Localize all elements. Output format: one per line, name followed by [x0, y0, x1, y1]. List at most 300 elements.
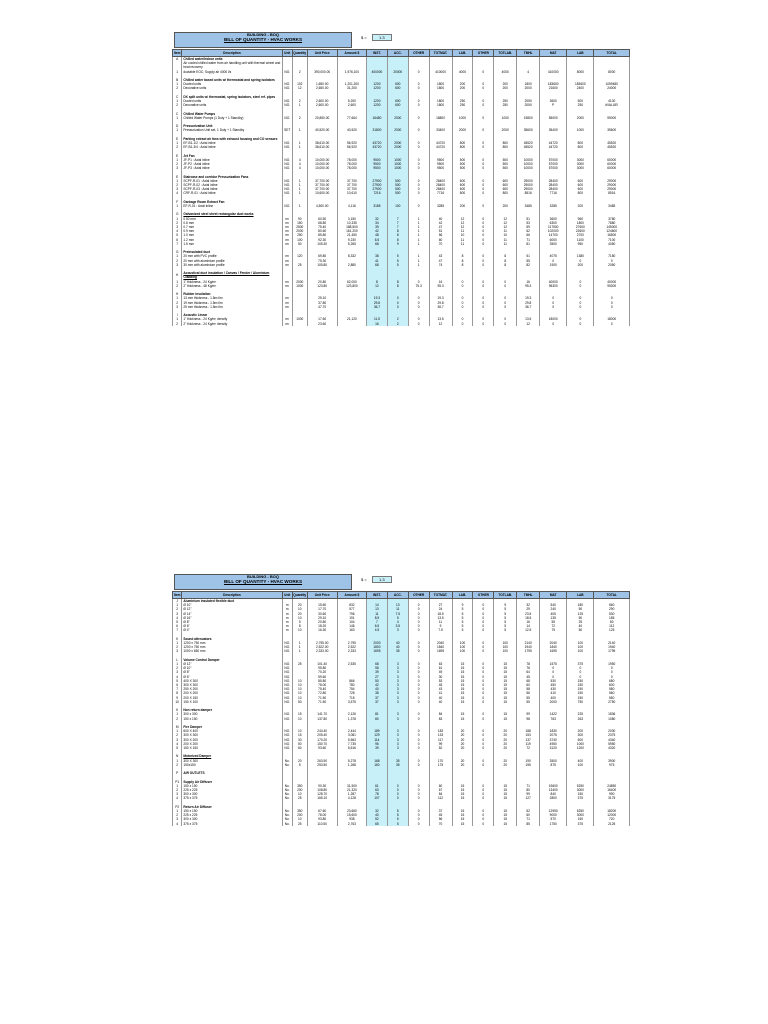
- material-cell[interactable]: 1750: [540, 822, 567, 826]
- labour-value-cell[interactable]: 200: [567, 729, 594, 733]
- unit-cell[interactable]: No.: [282, 784, 292, 788]
- unit-price-cell[interactable]: 165.10: [307, 796, 337, 800]
- quantity-cell[interactable]: 20: [292, 759, 307, 763]
- other-lab-cell[interactable]: 0: [473, 233, 494, 237]
- item-no-cell[interactable]: P: [173, 771, 182, 775]
- total-material-cell[interactable]: 1800: [429, 86, 452, 90]
- unit-cell[interactable]: m²: [282, 317, 292, 321]
- quantity-cell[interactable]: 4: [292, 166, 307, 170]
- total-labour-cell[interactable]: 500: [494, 162, 517, 166]
- total-labour-cell[interactable]: 15: [494, 712, 517, 716]
- labour-value-cell[interactable]: 375: [567, 822, 594, 826]
- unit-price-cell[interactable]: 205.40: [307, 733, 337, 737]
- inst-cell[interactable]: 27900: [367, 179, 388, 183]
- acc-cell[interactable]: 3: [387, 738, 408, 742]
- amount-cell[interactable]: [337, 61, 366, 69]
- amount-cell[interactable]: 56,920: [337, 141, 366, 145]
- labour-value-cell[interactable]: 5250: [567, 784, 594, 788]
- description-cell[interactable]: 20 mm with aluminium profile: [182, 259, 282, 263]
- inst-cell[interactable]: 42: [367, 683, 388, 687]
- amount-cell[interactable]: 4,116: [337, 204, 366, 208]
- acc-cell[interactable]: 1000: [387, 162, 408, 166]
- unit-cell[interactable]: NO.: [282, 179, 292, 183]
- inst-cell[interactable]: 39: [367, 670, 388, 674]
- total-labour-cell[interactable]: [494, 61, 517, 69]
- other-mat-cell[interactable]: 0: [408, 99, 429, 103]
- unit-price-cell[interactable]: [307, 271, 337, 279]
- quantity-cell[interactable]: 2500: [292, 225, 307, 229]
- other-lab-cell[interactable]: 0: [473, 616, 494, 620]
- amount-cell[interactable]: 161,200: [337, 229, 366, 233]
- other-lab-cell[interactable]: 0: [473, 607, 494, 611]
- material-cell[interactable]: 0: [540, 670, 567, 674]
- other-mat-cell[interactable]: [408, 271, 429, 279]
- total-cell[interactable]: 1795: [594, 649, 630, 653]
- total-cell[interactable]: 4320: [594, 746, 630, 750]
- total-material-cell[interactable]: 112: [429, 796, 452, 800]
- unit-price-cell[interactable]: 4,500.00: [307, 204, 337, 208]
- other-mat-cell[interactable]: 0: [408, 700, 429, 704]
- material-cell[interactable]: 57000: [540, 162, 567, 166]
- item-no-cell[interactable]: 1: [173, 296, 182, 300]
- unit-cell[interactable]: NO.: [282, 641, 292, 645]
- tmhl-cell[interactable]: 188: [517, 729, 540, 733]
- inst-cell[interactable]: 65: [367, 822, 388, 826]
- inst-cell[interactable]: 39: [367, 225, 388, 229]
- inst-cell[interactable]: 11: [367, 612, 388, 616]
- other-lab-cell[interactable]: 0: [473, 712, 494, 716]
- inst-cell[interactable]: 13: [367, 607, 388, 611]
- labour-value-cell[interactable]: 1000: [567, 742, 594, 746]
- item-no-cell[interactable]: E: [173, 154, 182, 158]
- quantity-cell[interactable]: 25: [292, 662, 307, 666]
- item-no-cell[interactable]: L: [173, 658, 182, 662]
- labour-value-cell[interactable]: 375: [567, 796, 594, 800]
- quantity-cell[interactable]: 200: [292, 788, 307, 792]
- inst-cell[interactable]: 7216: [367, 191, 388, 195]
- other-mat-cell[interactable]: 0: [408, 691, 429, 695]
- total-material-cell[interactable]: 70: [429, 242, 452, 246]
- total-material-cell[interactable]: 49: [429, 670, 452, 674]
- other-lab-cell[interactable]: 0: [473, 742, 494, 746]
- tmhl-cell[interactable]: 55: [517, 259, 540, 263]
- other-lab-cell[interactable]: [473, 271, 494, 279]
- amount-cell[interactable]: 3,081: [337, 733, 366, 737]
- unit-cell[interactable]: m²: [282, 229, 292, 233]
- tmhl-cell[interactable]: 76: [517, 666, 540, 670]
- other-mat-cell[interactable]: 1: [408, 221, 429, 225]
- total-cell[interactable]: 145000: [594, 225, 630, 229]
- other-mat-cell[interactable]: 0: [408, 280, 429, 284]
- total-labour-cell[interactable]: 15: [494, 700, 517, 704]
- description-cell[interactable]: Chilled Water Pumps: [182, 112, 282, 116]
- labour-value-cell[interactable]: 150: [567, 792, 594, 796]
- inst-cell[interactable]: 48: [367, 233, 388, 237]
- quantity-cell[interactable]: 2: [292, 116, 307, 120]
- inst-cell[interactable]: 63: [367, 788, 388, 792]
- tmhl-cell[interactable]: 58: [517, 687, 540, 691]
- quantity-cell[interactable]: 10: [292, 792, 307, 796]
- item-no-cell[interactable]: 4: [173, 742, 182, 746]
- item-no-cell[interactable]: 4: [173, 229, 182, 233]
- labour-value-cell[interactable]: 2000: [567, 116, 594, 120]
- total-labour-cell[interactable]: 15: [494, 717, 517, 721]
- quantity-cell[interactable]: 120: [292, 254, 307, 258]
- description-cell[interactable]: 0.9 mm: [182, 229, 282, 233]
- inst-cell[interactable]: 2000: [367, 641, 388, 645]
- inst-cell[interactable]: 38: [367, 254, 388, 258]
- tmhl-cell[interactable]: 99: [517, 792, 540, 796]
- material-cell[interactable]: 1900: [540, 263, 567, 267]
- total-cell[interactable]: 18000: [594, 317, 630, 321]
- other-lab-cell[interactable]: 0: [473, 204, 494, 208]
- inst-cell[interactable]: 37: [367, 696, 388, 700]
- unit-cell[interactable]: NO.: [282, 742, 292, 746]
- unit-cell[interactable]: m²: [282, 301, 292, 305]
- inst-cell[interactable]: 68: [367, 263, 388, 267]
- amount-cell[interactable]: 56,920: [337, 145, 366, 149]
- other-lab-cell[interactable]: 0: [473, 788, 494, 792]
- inst-cell[interactable]: 1200: [367, 86, 388, 90]
- total-material-cell[interactable]: 63: [429, 662, 452, 666]
- other-lab-cell[interactable]: 0: [473, 687, 494, 691]
- item-no-cell[interactable]: K: [173, 708, 182, 712]
- unit-price-cell[interactable]: 10,000.00: [307, 166, 337, 170]
- unit-cell[interactable]: NO.: [282, 679, 292, 683]
- unit-cell[interactable]: NO.: [282, 183, 292, 187]
- other-lab-cell[interactable]: 0: [473, 145, 494, 149]
- amount-cell[interactable]: 78,000: [337, 158, 366, 162]
- description-cell[interactable]: EF-B1-1/2 : Axial inline: [182, 141, 282, 145]
- labour-value-cell[interactable]: 100: [567, 645, 594, 649]
- item-no-cell[interactable]: 1: [173, 712, 182, 716]
- inst-cell[interactable]: 1695: [367, 649, 388, 653]
- item-no-cell[interactable]: 3: [173, 305, 182, 309]
- unit-price-cell[interactable]: 75.40: [307, 225, 337, 229]
- total-labour-cell[interactable]: 15: [494, 670, 517, 674]
- unit-price-cell[interactable]: 17.60: [307, 317, 337, 321]
- total-material-cell[interactable]: 47: [429, 225, 452, 229]
- other-mat-cell[interactable]: 0: [408, 742, 429, 746]
- item-no-cell[interactable]: 10: [173, 700, 182, 704]
- total-material-cell[interactable]: 83: [429, 717, 452, 721]
- material-cell[interactable]: 400: [540, 696, 567, 700]
- unit-price-cell[interactable]: 2,650.00: [307, 86, 337, 90]
- quantity-cell[interactable]: 10: [292, 679, 307, 683]
- item-no-cell[interactable]: 1: [173, 128, 182, 132]
- item-no-cell[interactable]: 1: [173, 729, 182, 733]
- unit-price-cell[interactable]: 38,610.00: [307, 145, 337, 149]
- labour-value-cell[interactable]: 3000: [567, 166, 594, 170]
- acc-cell[interactable]: 5: [387, 822, 408, 826]
- unit-price-cell[interactable]: 101.40: [307, 662, 337, 666]
- tmhl-cell[interactable]: 14: [517, 624, 540, 628]
- inst-cell[interactable]: 31800: [367, 128, 388, 132]
- other-mat-cell[interactable]: 0: [408, 712, 429, 716]
- unit-price-cell[interactable]: 37,700.00: [307, 183, 337, 187]
- other-lab-cell[interactable]: 0: [473, 116, 494, 120]
- unit-price-cell[interactable]: 10,000.00: [307, 158, 337, 162]
- inst-cell[interactable]: 38: [367, 691, 388, 695]
- material-cell[interactable]: 0: [540, 305, 567, 309]
- labour-cell[interactable]: 9: [452, 603, 473, 607]
- total-cell[interactable]: 24850: [594, 784, 630, 788]
- total-labour-cell[interactable]: 20: [494, 763, 517, 767]
- item-no-cell[interactable]: 3: [173, 612, 182, 616]
- labour-cell[interactable]: 200: [452, 82, 473, 86]
- quantity-cell[interactable]: 2000: [292, 229, 307, 233]
- tmhl-cell[interactable]: 10000: [517, 162, 540, 166]
- total-labour-cell[interactable]: 800: [494, 145, 517, 149]
- tmhl-cell[interactable]: 1795: [517, 649, 540, 653]
- description-cell[interactable]: SCPF-R-01 : Axial inline: [182, 179, 282, 183]
- description-cell[interactable]: JF-P3 : Axial inline: [182, 166, 282, 170]
- item-no-cell[interactable]: 3: [173, 263, 182, 267]
- unit-price-cell[interactable]: 78.00: [307, 813, 337, 817]
- unit-price-cell[interactable]: 105.30: [307, 242, 337, 246]
- unit-price-cell[interactable]: 67.60: [307, 809, 337, 813]
- acc-cell[interactable]: 9: [387, 242, 408, 246]
- other-mat-cell[interactable]: 0: [408, 687, 429, 691]
- acc-cell[interactable]: 600: [387, 86, 408, 90]
- item-no-cell[interactable]: H: [173, 292, 182, 296]
- other-mat-cell[interactable]: 0: [408, 784, 429, 788]
- total-material-cell[interactable]: [429, 61, 452, 69]
- quantity-cell[interactable]: 50: [292, 242, 307, 246]
- tmhl-cell[interactable]: 64: [517, 670, 540, 674]
- description-cell[interactable]: 1.0 mm: [182, 233, 282, 237]
- acc-cell[interactable]: 5: [387, 254, 408, 258]
- other-mat-cell[interactable]: 1: [408, 254, 429, 258]
- labour-cell[interactable]: 0: [452, 296, 473, 300]
- total-material-cell[interactable]: 28400: [429, 187, 452, 191]
- other-mat-cell[interactable]: 0: [408, 612, 429, 616]
- unit-cell[interactable]: NO.: [282, 86, 292, 90]
- total-labour-cell[interactable]: 2000: [494, 128, 517, 132]
- description-cell[interactable]: SCPF-R-02 : Axial inline: [182, 183, 282, 187]
- labour-cell[interactable]: 250: [452, 103, 473, 107]
- description-cell[interactable]: 1200 x 750 mm: [182, 645, 282, 649]
- labour-cell[interactable]: 15: [452, 675, 473, 679]
- quantity-cell[interactable]: 10: [292, 607, 307, 611]
- item-no-cell[interactable]: P2: [173, 805, 182, 809]
- other-mat-cell[interactable]: 0: [408, 817, 429, 821]
- other-lab-cell[interactable]: 0: [473, 296, 494, 300]
- description-cell[interactable]: DX split units w/ thermostat, spring isolators, steel ref. pipes: [182, 95, 282, 99]
- material-cell[interactable]: [540, 271, 567, 279]
- tmhl-cell[interactable]: 10000: [517, 158, 540, 162]
- item-no-cell[interactable]: 3: [173, 670, 182, 674]
- unit-price-cell[interactable]: 70.20: [307, 670, 337, 674]
- unit-price-cell[interactable]: 60.50: [307, 217, 337, 221]
- description-cell[interactable]: 1.2 mm: [182, 238, 282, 242]
- description-cell[interactable]: Air cooled chilled water from air handling unit with thermal wheel and heat recovery: [183, 61, 281, 70]
- other-mat-cell[interactable]: 0: [408, 759, 429, 763]
- unit-price-cell[interactable]: 20.80: [307, 280, 337, 284]
- other-mat-cell[interactable]: 0: [408, 603, 429, 607]
- other-lab-cell[interactable]: 0: [473, 738, 494, 742]
- acc-cell[interactable]: 35: [387, 763, 408, 767]
- description-cell[interactable]: Ducted units: [182, 82, 282, 86]
- other-lab-cell[interactable]: 0: [473, 242, 494, 246]
- quantity-cell[interactable]: 250: [292, 233, 307, 237]
- unit-price-cell[interactable]: 2,522.00: [307, 645, 337, 649]
- unit-price-cell[interactable]: 25.10: [307, 296, 337, 300]
- labour-value-cell[interactable]: 200: [567, 263, 594, 267]
- other-mat-cell[interactable]: 0: [408, 162, 429, 166]
- material-cell[interactable]: 3740: [540, 738, 567, 742]
- item-no-cell[interactable]: [173, 61, 182, 69]
- rate-value[interactable]: 1.3: [372, 576, 392, 583]
- description-cell[interactable]: Ø 8": [182, 620, 282, 624]
- tmhl-cell[interactable]: 85: [517, 822, 540, 826]
- other-lab-cell[interactable]: 0: [473, 191, 494, 195]
- other-mat-cell[interactable]: 0: [408, 788, 429, 792]
- quantity-cell[interactable]: 50: [292, 742, 307, 746]
- total-labour-cell[interactable]: 12: [494, 225, 517, 229]
- labour-cell[interactable]: 15: [452, 809, 473, 813]
- unit-cell[interactable]: m: [282, 628, 292, 632]
- material-cell[interactable]: 102000: [540, 229, 567, 233]
- inst-cell[interactable]: 32: [367, 809, 388, 813]
- material-cell[interactable]: 0: [540, 301, 567, 305]
- unit-price-cell[interactable]: 85.80: [307, 679, 337, 683]
- total-cell[interactable]: 2050: [594, 263, 630, 267]
- labour-cell[interactable]: 5: [452, 612, 473, 616]
- unit-cell[interactable]: NO.: [282, 675, 292, 679]
- item-no-cell[interactable]: 4: [173, 191, 182, 195]
- other-lab-cell[interactable]: 0: [473, 784, 494, 788]
- inst-cell[interactable]: 27900: [367, 183, 388, 187]
- other-mat-cell[interactable]: 0: [408, 813, 429, 817]
- amount-cell[interactable]: 40,520: [337, 128, 366, 132]
- amount-cell[interactable]: 21,320: [337, 788, 366, 792]
- quantity-cell[interactable]: 15: [292, 733, 307, 737]
- quantity-cell[interactable]: 12: [292, 86, 307, 90]
- labour-cell[interactable]: 15: [452, 687, 473, 691]
- material-cell[interactable]: 44720: [540, 141, 567, 145]
- total-labour-cell[interactable]: 11: [494, 238, 517, 242]
- quantity-cell[interactable]: 1: [292, 204, 307, 208]
- description-cell[interactable]: 13 mm thickness - 1.5m²/lm: [182, 296, 282, 300]
- unit-cell[interactable]: NO.: [282, 717, 292, 721]
- acc-cell[interactable]: 5: [387, 813, 408, 817]
- other-mat-cell[interactable]: 0: [408, 649, 429, 653]
- total-labour-cell[interactable]: 100: [494, 641, 517, 645]
- labour-value-cell[interactable]: 0: [567, 675, 594, 679]
- description-cell[interactable]: JF-P1 : Axial inline: [182, 158, 282, 162]
- labour-value-cell[interactable]: 750: [567, 700, 594, 704]
- tmhl-cell[interactable]: 29000: [517, 183, 540, 187]
- unit-cell[interactable]: NO.: [282, 733, 292, 737]
- material-cell[interactable]: 3600: [540, 217, 567, 221]
- description-cell[interactable]: 300 x 300: [182, 712, 282, 716]
- labour-cell[interactable]: 20: [452, 763, 473, 767]
- tmhl-cell[interactable]: 36.7: [517, 305, 540, 309]
- amount-cell[interactable]: 1,287: [337, 792, 366, 796]
- labour-value-cell[interactable]: 150: [567, 691, 594, 695]
- item-no-cell[interactable]: K: [173, 637, 182, 641]
- quantity-cell[interactable]: 20: [292, 612, 307, 616]
- quantity-cell[interactable]: 30: [292, 738, 307, 742]
- labour-value-cell[interactable]: 3000: [567, 158, 594, 162]
- description-cell[interactable]: 300 X 300: [182, 683, 282, 687]
- labour-value-cell[interactable]: 150: [567, 679, 594, 683]
- other-mat-cell[interactable]: 0: [408, 738, 429, 742]
- acc-cell[interactable]: 5: [387, 263, 408, 267]
- labour-cell[interactable]: 0: [452, 322, 473, 326]
- material-cell[interactable]: 7716: [540, 191, 567, 195]
- item-no-cell[interactable]: G: [173, 212, 182, 216]
- total-material-cell[interactable]: 18800: [429, 116, 452, 120]
- quantity-cell[interactable]: 1000: [292, 284, 307, 288]
- total-labour-cell[interactable]: 5: [494, 628, 517, 632]
- material-cell[interactable]: 3600: [540, 99, 567, 103]
- amount-cell[interactable]: 78,000: [337, 166, 366, 170]
- unit-cell[interactable]: m: [282, 620, 292, 624]
- unit-price-cell[interactable]: 40,520.00: [307, 128, 337, 132]
- total-material-cell[interactable]: 37: [429, 809, 452, 813]
- labour-cell[interactable]: 15: [452, 670, 473, 674]
- labour-value-cell[interactable]: 100: [567, 641, 594, 645]
- labour-cell[interactable]: 20: [452, 742, 473, 746]
- acc-cell[interactable]: 3.5: [387, 624, 408, 628]
- labour-value-cell[interactable]: 183600: [567, 82, 594, 86]
- total-material-cell[interactable]: 52: [429, 746, 452, 750]
- description-cell[interactable]: Jet Fan: [182, 154, 282, 158]
- description-cell[interactable]: 1" thickness - 24 Kg/m³: [182, 280, 282, 284]
- unit-price-cell[interactable]: 390,000.00: [307, 70, 337, 74]
- quantity-cell[interactable]: 2: [292, 70, 307, 74]
- total-material-cell[interactable]: 74: [429, 263, 452, 267]
- total-cell[interactable]: 600: [594, 683, 630, 687]
- total-material-cell[interactable]: 183: [429, 729, 452, 733]
- unit-cell[interactable]: No.: [282, 809, 292, 813]
- other-lab-cell[interactable]: 0: [473, 696, 494, 700]
- total-cell[interactable]: 35600: [594, 128, 630, 132]
- labour-value-cell[interactable]: 0: [567, 666, 594, 670]
- acc-cell[interactable]: 3: [387, 679, 408, 683]
- acc-cell[interactable]: 0: [387, 301, 408, 305]
- unit-price-cell[interactable]: 59.60: [307, 675, 337, 679]
- amount-cell[interactable]: 1,268: [337, 763, 366, 767]
- total-cell[interactable]: 95300: [594, 284, 630, 288]
- total-cell[interactable]: 660: [594, 603, 630, 607]
- other-lab-cell[interactable]: 0: [473, 612, 494, 616]
- item-no-cell[interactable]: B: [173, 78, 182, 82]
- other-mat-cell[interactable]: 0: [408, 305, 429, 309]
- labour-value-cell[interactable]: 600: [567, 738, 594, 742]
- unit-price-cell[interactable]: 1,650.00: [307, 82, 337, 86]
- acc-cell[interactable]: 0: [387, 796, 408, 800]
- total-material-cell[interactable]: 40: [429, 700, 452, 704]
- inst-cell[interactable]: 39: [367, 746, 388, 750]
- total-labour-cell[interactable]: 800: [494, 191, 517, 195]
- other-mat-cell[interactable]: 0: [408, 607, 429, 611]
- total-material-cell[interactable]: 27: [429, 603, 452, 607]
- labour-value-cell[interactable]: 600: [567, 179, 594, 183]
- inst-cell[interactable]: 1200: [367, 82, 388, 86]
- total-cell[interactable]: 60000: [594, 162, 630, 166]
- labour-cell[interactable]: 800: [452, 191, 473, 195]
- quantity-cell[interactable]: 5: [292, 763, 307, 767]
- total-cell[interactable]: 16400: [594, 788, 630, 792]
- item-no-cell[interactable]: 1: [173, 204, 182, 208]
- total-labour-cell[interactable]: 5: [494, 607, 517, 611]
- labour-value-cell[interactable]: 300: [567, 733, 594, 737]
- labour-cell[interactable]: 15: [452, 683, 473, 687]
- total-material-cell[interactable]: 28400: [429, 183, 452, 187]
